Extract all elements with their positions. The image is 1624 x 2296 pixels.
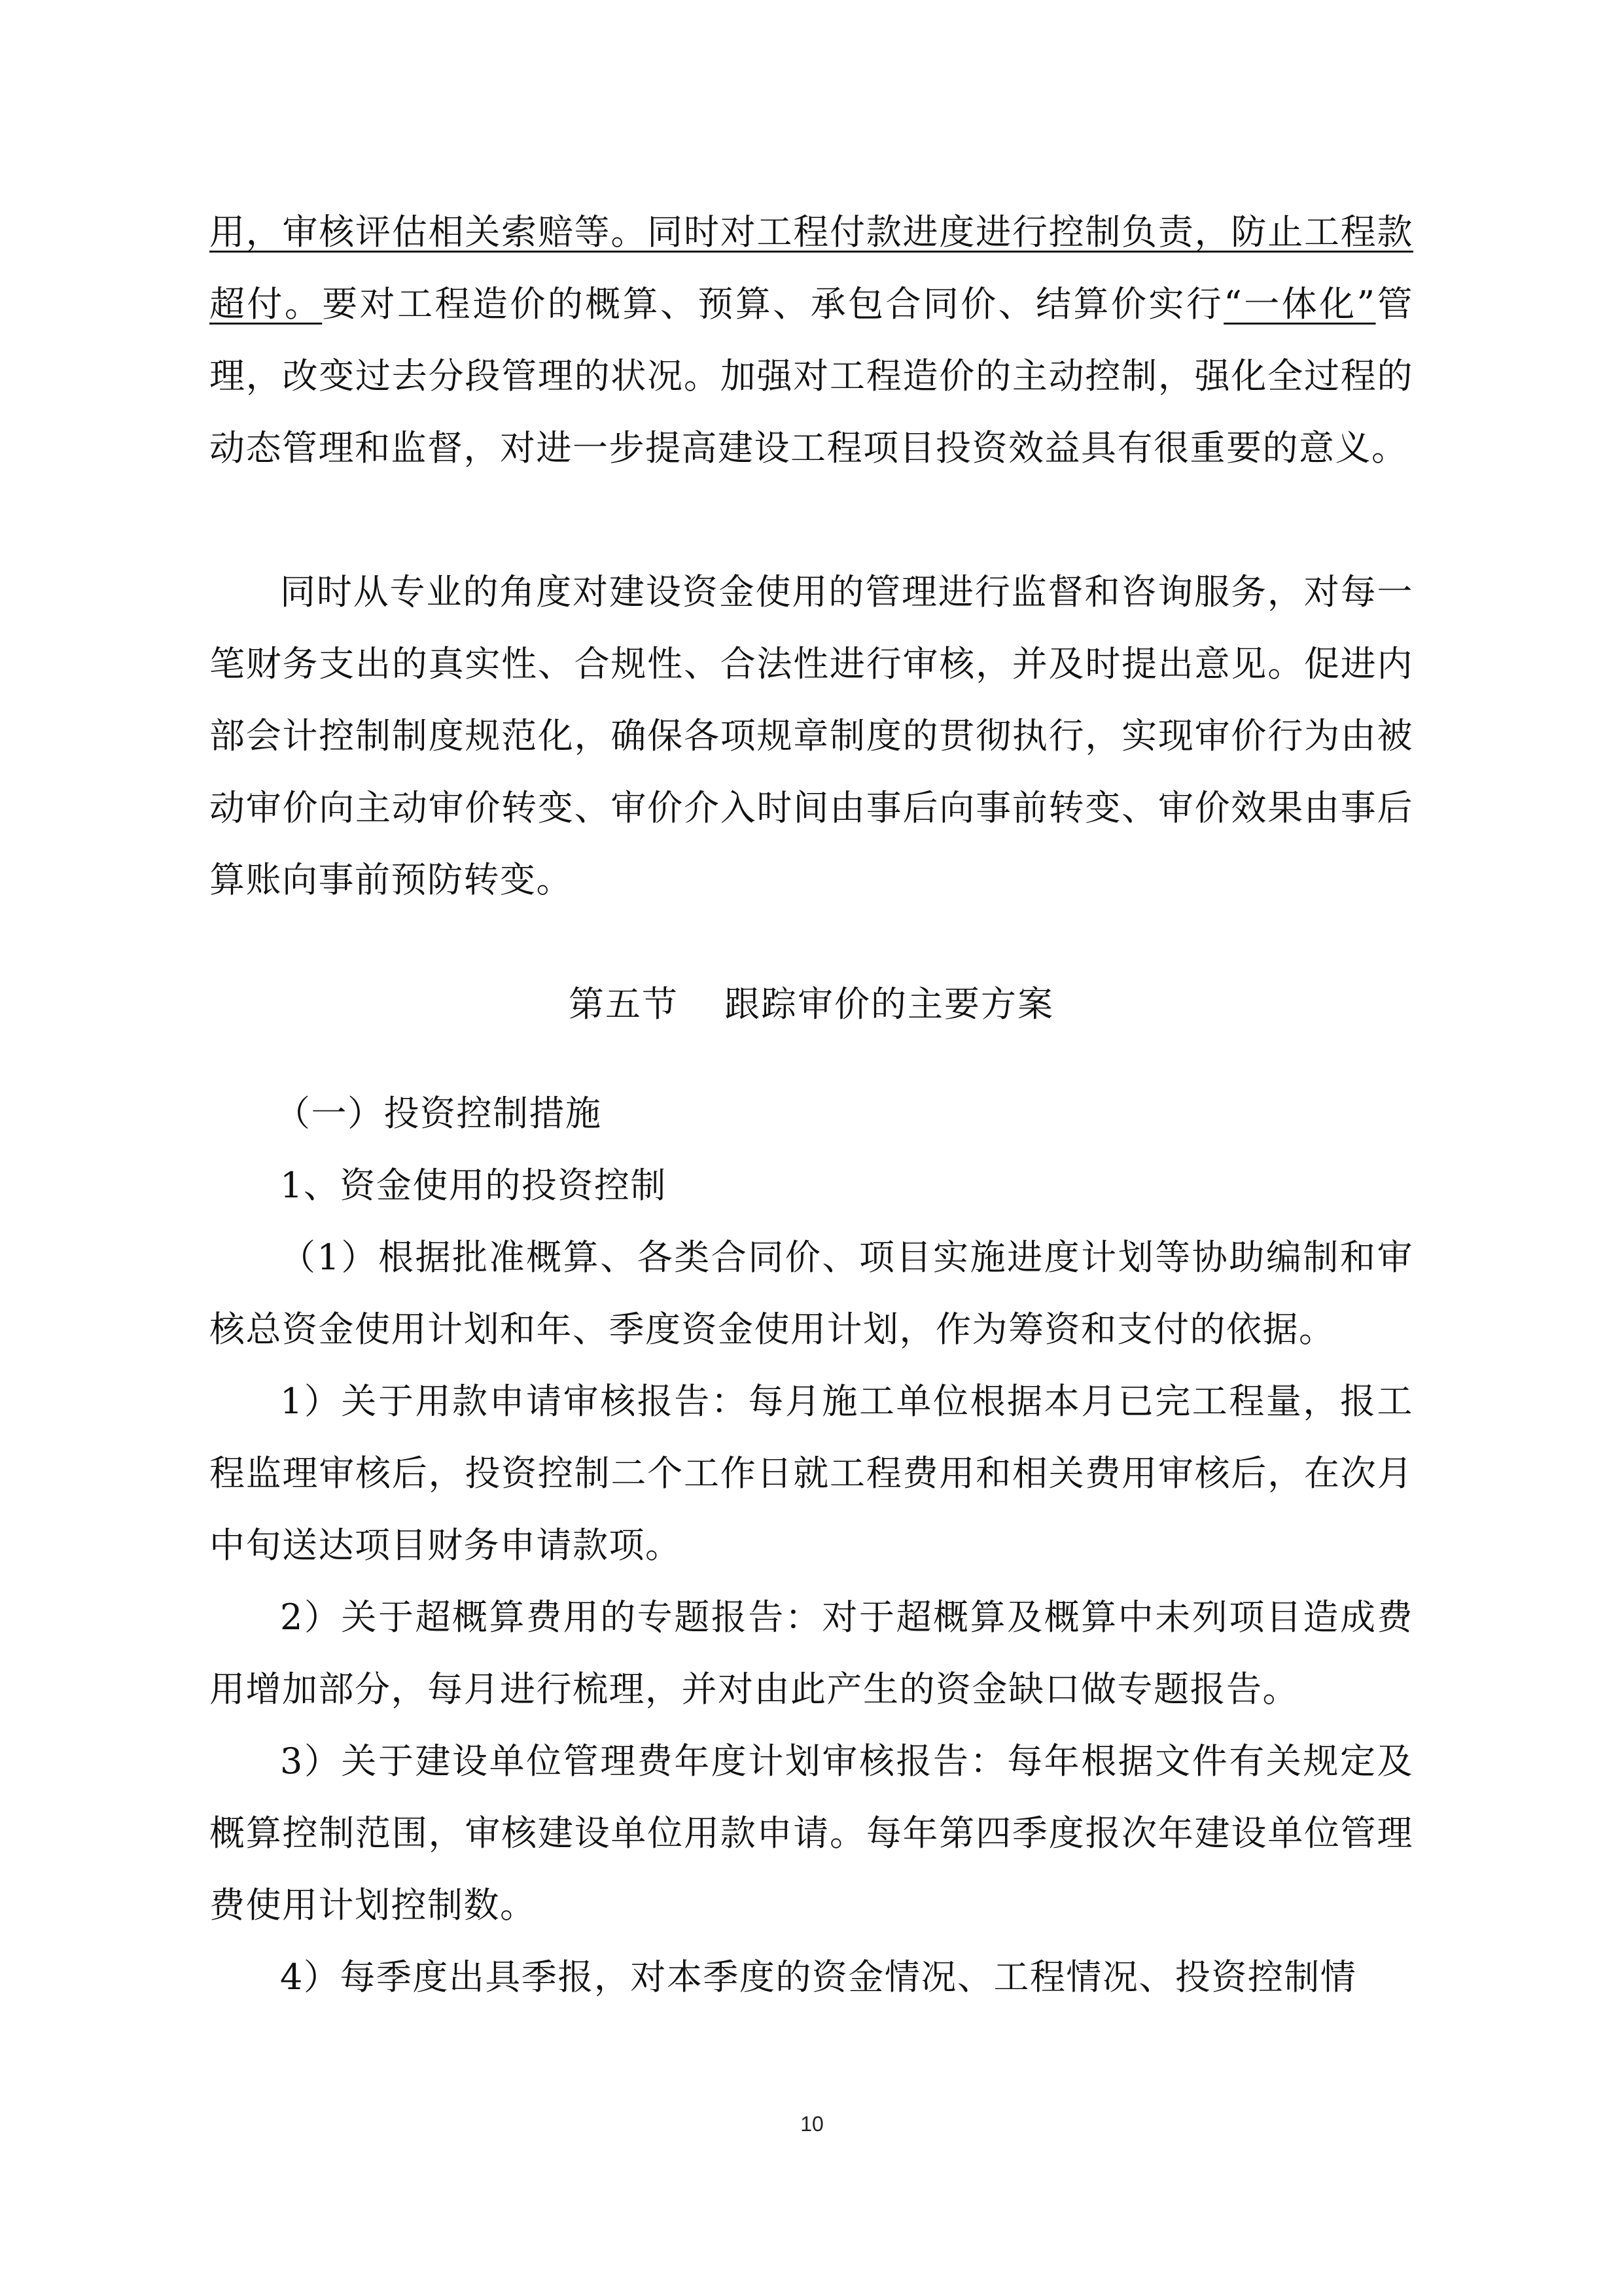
section-number: 第五节 <box>569 983 679 1025</box>
body-paragraph-5: 4）每季度出具季报，对本季度的资金情况、工程情况、投资控制情 <box>280 1956 1357 1998</box>
paragraph-text: 管理，改变过去分段管理的状况。加强对工程造价的主动控制，强化全过程的动态管理和监督，对进一步提高建设工程项目投资效益具有很重要的意义。 <box>209 283 1414 468</box>
section-title: 跟踪审价的主要方案 <box>724 983 1054 1025</box>
underlined-text: “一体化” <box>1224 283 1376 325</box>
page-number: 10 <box>800 2112 824 2136</box>
body-paragraph-1: （1）根据批准概算、各类合同价、项目实施进度计划等协助编制和审核总资金使用计划和年、季度资金使用计划，作为筹资和支付的依据。 <box>209 1237 1413 1350</box>
intro-paragraph-2: 同时从专业的角度对建设资金使用的管理进行监督和咨询服务，对每一笔财务支出的真实性、合规性、合法性进行审核，并及时提出意见。促进内部会计控制制度规范化，确保各项规章制度的贯彻执行，实现审价行为由被动审价向主动审价转变、审价介入时间由事后向事前转变、审价效果由事后算账向事前预防转变。 <box>209 571 1413 900</box>
body-paragraph-4: 3）关于建设单位管理费年度计划审核报告：每年根据文件有关规定及概算控制范围，审核建设单位用款申请。每年第四季度报次年建设单位管理费使用计划控制数。 <box>209 1740 1413 1926</box>
underlined-text: 用，审核评估相关索赔等。同时对工程付款进度进行控制负责，防止工程款超付。 <box>209 211 1413 325</box>
body-paragraph-2: 1）关于用款申请审核报告：每月施工单位根据本月已完工程量，报工程监理审核后，投资控制二个工作日就工程费用和相关费用审核后，在次月中旬送达项目财务申请款项。 <box>209 1381 1413 1566</box>
paragraph-text: 要对工程造价的概算、预算、承包合同价、结算价实行 <box>322 283 1224 325</box>
intro-paragraph-1 <box>209 196 1413 484</box>
sub-heading: （一）投资控制措施 <box>275 1093 602 1134</box>
body-paragraph-3: 2）关于超概算费用的专题报告：对于超概算及概算中未列项目造成费用增加部分，每月进行梳理，并对由此产生的资金缺口做专题报告。 <box>209 1597 1413 1710</box>
section-heading <box>209 968 1413 1040</box>
item-heading: 1、资金使用的投资控制 <box>280 1165 667 1206</box>
